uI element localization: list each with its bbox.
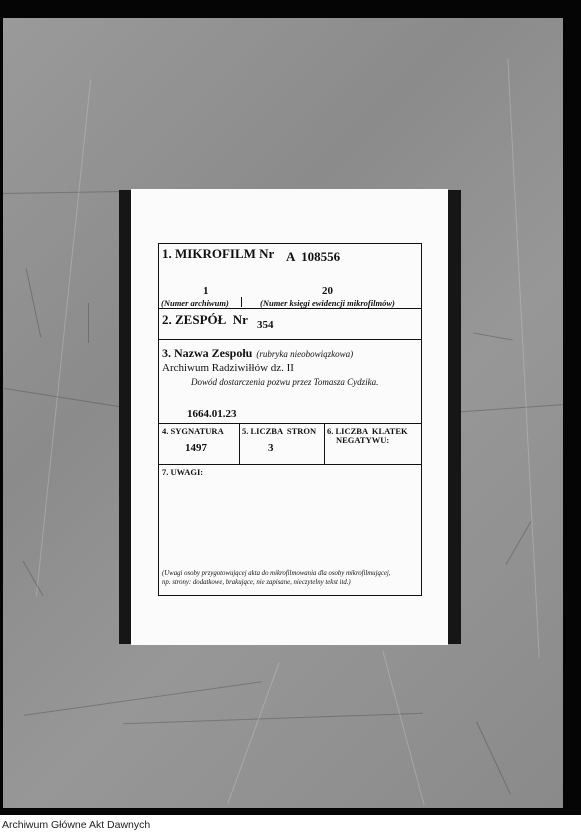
liczba-stron-value: 3 xyxy=(268,442,274,454)
ksiega-caption: (Numer księgi ewidencji mikrofilmów) xyxy=(260,298,395,308)
column-divider xyxy=(239,423,240,464)
scratch-mark xyxy=(473,333,513,341)
nazwa-label: 3. Nazwa Zespołu xyxy=(162,346,253,360)
scratch-mark xyxy=(4,388,133,409)
document-date: 1664.01.23 xyxy=(187,408,237,420)
sygnatura-label: 4. SYGNATURA xyxy=(162,426,224,436)
archiwum-number: 1 xyxy=(203,285,209,297)
uwagi-label: 7. UWAGI: xyxy=(162,467,204,477)
liczba-stron-label: 5. LICZBA STRON xyxy=(242,426,317,436)
microfilm-form xyxy=(158,243,422,596)
scratch-mark xyxy=(88,303,89,343)
scratch-mark xyxy=(24,681,262,715)
mikrofilm-value: A 108556 xyxy=(286,249,341,264)
scratch-mark xyxy=(453,404,563,413)
liczba-klatek-label: 6. LICZBA KLATEK xyxy=(327,426,408,436)
scratch-mark xyxy=(3,191,123,194)
zespol-label: 2. ZESPÓŁ Nr xyxy=(162,312,248,327)
scratch-mark xyxy=(23,561,44,596)
sygnatura-value: 1497 xyxy=(185,442,207,454)
mikrofilm-label: 1. MIKROFILM Nr xyxy=(162,246,275,261)
institution-footer: Archiwum Główne Akt Dawnych xyxy=(2,819,151,831)
nazwa-row xyxy=(162,345,353,361)
scratch-mark xyxy=(36,79,91,596)
caption-divider xyxy=(241,297,242,307)
scratch-mark xyxy=(227,662,279,803)
scratch-mark xyxy=(506,521,532,565)
zespol-value: 354 xyxy=(257,319,274,331)
row-divider xyxy=(159,464,421,465)
row-divider xyxy=(159,423,421,424)
ksiega-number: 20 xyxy=(322,285,333,297)
archiwum-caption: (Numer archiwum) xyxy=(161,298,229,308)
uwagi-note-line-2: np. strony: dodatkowe, brakujące, nie zapisane, nieczytelny tekst itd.) xyxy=(162,579,351,586)
document-description: Dowód dostarczenia pozwu przez Tomasza Cydzika. xyxy=(191,377,379,387)
negatywu-label: NEGATYWU: xyxy=(336,435,390,445)
scratch-mark xyxy=(476,722,511,795)
column-divider xyxy=(324,423,325,464)
scratch-mark xyxy=(382,651,424,806)
scratch-mark xyxy=(123,713,423,724)
scratch-mark xyxy=(507,58,539,657)
row-divider xyxy=(159,308,421,309)
nazwa-note: (rubryka nieobowiązkowa) xyxy=(256,349,354,359)
scratch-mark xyxy=(26,269,42,338)
row-divider xyxy=(159,339,421,340)
uwagi-note-line-1: (Uwagi osoby przygotowującej akta do mikrofilmowania dla osoby mikrofilmującej, xyxy=(162,570,391,577)
archive-name: Archiwum Radziwiłłów dz. II xyxy=(162,362,294,374)
